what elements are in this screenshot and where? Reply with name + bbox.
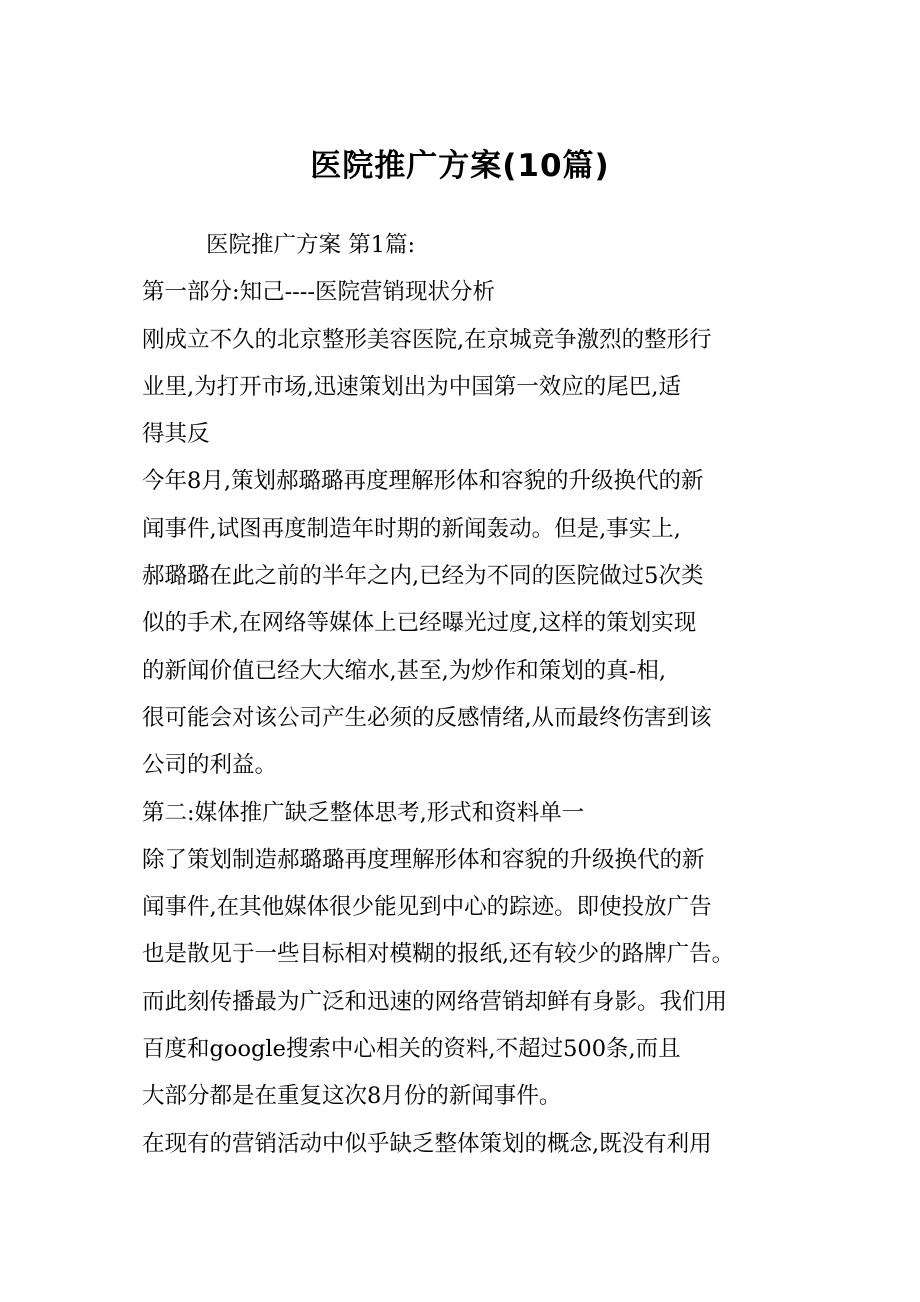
paragraph-line: 百度和google搜索中心相关的资料,不超过500条,而且 <box>142 1036 681 1063</box>
paragraph-line: 大部分都是在重复这次8月份的新闻事件。 <box>142 1083 562 1110</box>
paragraph-line: 也是散见于一些目标相对模糊的报纸,还有较少的路牌广告。 <box>142 941 735 968</box>
paragraph-heading: 第一部分:知己----医院营销现状分析 <box>142 279 495 306</box>
paragraph-line: 郝璐璐在此之前的半年之内,已经为不同的医院做过5次类 <box>142 563 704 590</box>
document-title: 医院推广方案(10篇) <box>310 148 610 184</box>
paragraph-line: 闻事件,试图再度制造年时期的新闻轰动。但是,事实上, <box>142 515 681 542</box>
paragraph-line: 很可能会对该公司产生必须的反感情绪,从而最终伤害到该 <box>142 704 712 731</box>
section-heading: 医院推广方案 第1篇: <box>206 232 416 258</box>
paragraph-line: 除了策划制造郝璐璐再度理解形体和容貌的升级换代的新 <box>142 846 705 873</box>
paragraph-line: 闻事件,在其他媒体很少能见到中心的踪迹。即使投放广告 <box>142 894 712 921</box>
paragraph-line: 在现有的营销活动中似乎缺乏整体策划的概念,既没有利用 <box>142 1130 712 1157</box>
paragraph-line: 公司的利益。 <box>142 752 278 779</box>
document-body <box>142 222 802 1168</box>
paragraph-line: 业里,为打开市场,迅速策划出为中国第一效应的尾巴,适 <box>142 373 681 400</box>
paragraph-line: 刚成立不久的北京整形美容医院,在京城竞争激烈的整形行 <box>142 326 712 353</box>
paragraph-line: 得其反 <box>142 421 210 448</box>
paragraph-line: 今年8月,策划郝璐璐再度理解形体和容貌的升级换代的新 <box>142 468 704 495</box>
paragraph-heading: 第二:媒体推广缺乏整体思考,形式和资料单一 <box>142 799 585 826</box>
paragraph-line: 的新闻价值已经大大缩水,甚至,为炒作和策划的真-相, <box>142 657 667 684</box>
paragraph-line: 而此刻传播最为广泛和迅速的网络营销却鲜有身影。我们用 <box>142 988 728 1015</box>
paragraph-line: 似的手术,在网络等媒体上已经曝光过度,这样的策划实现 <box>142 610 697 637</box>
